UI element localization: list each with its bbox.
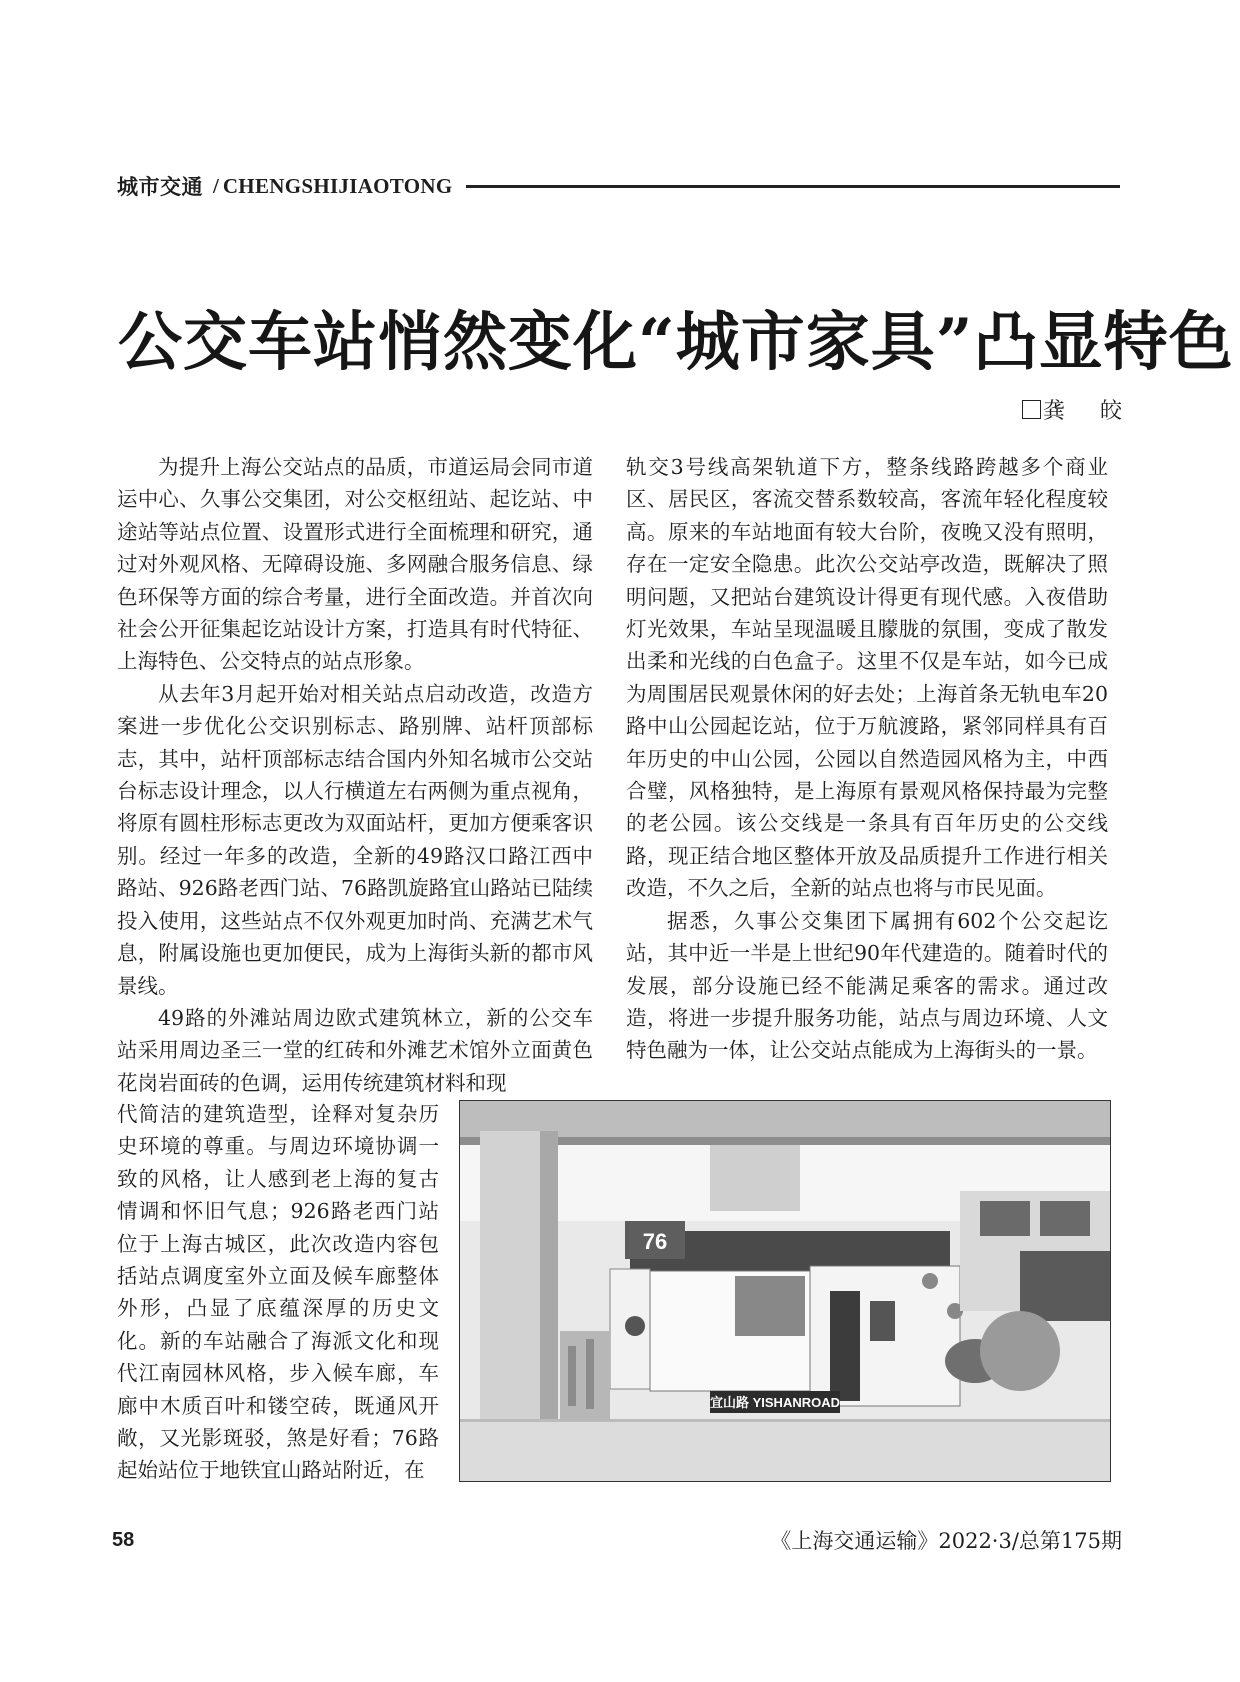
byline [1022,394,1136,425]
left-column [117,451,593,1099]
bus-station-illustration [460,1101,1110,1481]
section-header [117,168,1120,204]
journal-footer: 《上海交通运输》2022·3/总第175期 [770,1529,1122,1553]
section-title-separator: / [213,173,219,198]
section-title-en: CHENGSHIJIAOTONG [222,173,453,198]
header-rule [466,185,1120,188]
left-column-continued [117,1098,439,1487]
paragraph: 为提升上海公交站点的品质，市道运局会同市道运中心、久事公交集团，对公交枢纽站、起讫站、中途站等站点位置、设置形式进行全面梳理和研究，通过对外观风格、无障碍设施、多网融合服务信息、绿色环保等方面的综合考量，进行全面改造。并首次向社会公开征集起讫站设计方案，打造具有时代特征、上海特色、公交特点的站点形象。 [117,455,593,674]
page-number: 58 [112,1529,135,1551]
paragraph-continued: 轨交3号线高架轨道下方，整条线路跨越多个商业区、居民区，客流交替系数较高，客流年轻化程度较高。原来的车站地面有较大台阶，夜晚又没有照明，存在一定安全隐患。此次公交站亭改造，既解决了照明问题，又把站台建筑设计得更有现代感。入夜借助灯光效果，车站呈现温暖且朦胧的氛围，变成了散发出柔和光线的白色盒子。这里不仅是车站，如今已成为周围居民观景休闲的好去处；上海首条无轨电车20路中山公园起讫站，位于万航渡路，紧邻同样具有百年历史的中山公园，公园以自然造园风格为主，中西合璧，风格独特，是上海原有景观风格保持最为完整的老公园。该公交线是一条具有百年历史的公交线路，现正结合地区整体开放及品质提升工作进行相关改造，不久之后，全新的站点也将与市民见面。 [626,455,1108,901]
route-sign: 76 [642,1229,668,1254]
author-name: 龚 皎 [1043,399,1136,424]
bus-station-photo [459,1100,1111,1482]
right-column [626,451,1108,1067]
paragraph: 从去年3月起开始对相关站点启动改造，改造方案进一步优化公交识别标志、路别牌、站杆顶部标志，其中，站杆顶部标志结合国内外知名城市公交站台标志设计理念，以人行横道左右两侧为重点视角，将原有圆柱形标志更改为双面站杆，更加方便乘客识别。经过一年多的改造，全新的49路汉口路江西中路站、926路老西门站、76路凯旋路宜山路站已陆续投入使用，这些站点不仅外观更加时尚、充满艺术气息，附属设施也更加便民，成为上海街头新的都市风景线。 [117,681,593,998]
section-title-cn: 城市交通 [117,174,203,199]
article-title: 公交车站悄然变化“城市家具”凸显特色 [118,305,1234,380]
byline-box-icon [1022,400,1041,419]
paragraph-continued: 代简洁的建筑造型，诠释对复杂历史环境的尊重。与周边环境协调一致的风格，让人感到老上海的复古情调和怀旧气息；926路老西门站位于上海古城区，此次改造内容包括站点调度室外立面及候车廊整体外形，凸显了底蕴深厚的历史文化。新的车站融合了海派文化和现代江南园林风格，步入候车廊，车廊中木质百叶和镂空砖，既通风开敞，又光影斑驳，煞是好看；76路起始站位于地铁宜山路站附近，在 [117,1102,439,1483]
station-sign: 宜山路 YISHANROAD [709,1395,841,1410]
paragraph: 据悉，久事公交集团下属拥有602个公交起讫站，其中近一半是上世纪90年代建造的。随着时代的发展，部分设施已经不能满足乘客的需求。通过改造，将进一步提升服务功能，站点与周边环境、人文特色融为一体，让公交站点能成为上海街头的一景。 [626,908,1108,1063]
paragraph: 49路的外滩站周边欧式建筑林立，新的公交车站采用周边圣三一堂的红砖和外滩艺术馆外立面黄色花岗岩面砖的色调，运用传统建筑材料和现 [117,1005,593,1095]
